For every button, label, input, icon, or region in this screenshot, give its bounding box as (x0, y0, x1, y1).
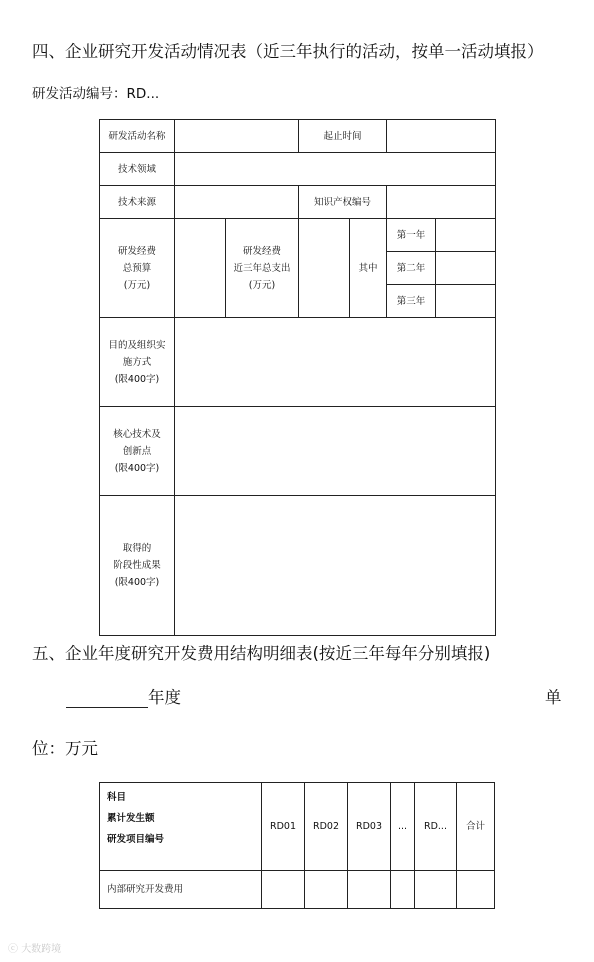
results-label: 取得的 阶段性成果 (限400字) (100, 496, 175, 636)
ip-number-label: 知识产权编号 (299, 186, 387, 219)
year2-label: 第二年 (387, 252, 436, 285)
results-cell[interactable] (175, 496, 496, 636)
tech-source-label: 技术来源 (100, 186, 175, 219)
rd-activity-table (99, 119, 496, 636)
budget-label: 研发经费 总预算 (万元) (100, 219, 175, 318)
col-rd02: RD02 (305, 783, 348, 871)
year-label: 年度 (148, 688, 181, 707)
ip-number-cell[interactable] (387, 186, 496, 219)
tech-field-label: 技术领域 (100, 153, 175, 186)
cell-rd03[interactable] (348, 871, 391, 909)
section4-title: 四、企业研究开发活动情况表（近三年执行的活动，按单一活动填报） (32, 42, 544, 61)
watermark: ⓒ 大数跨境 (8, 944, 62, 955)
col-total: 合计 (457, 783, 495, 871)
unit-label-b: 位：万元 (32, 739, 98, 758)
core-tech-cell[interactable] (175, 407, 496, 496)
among-label: 其中 (350, 219, 387, 318)
spent-label: 研发经费 近三年总支出 (万元) (226, 219, 299, 318)
year-line (66, 684, 181, 708)
col-ellipsis: ... (391, 783, 415, 871)
activity-name-cell[interactable] (175, 120, 299, 153)
year1-label: 第一年 (387, 219, 436, 252)
activity-code-label: 研发活动编号：RD... (32, 86, 160, 102)
year3-cell[interactable] (436, 285, 496, 318)
tech-field-cell[interactable] (175, 153, 496, 186)
col-rd03: RD03 (348, 783, 391, 871)
core-tech-label: 核心技术及 创新点 (限400字) (100, 407, 175, 496)
diagonal-header-cell: 科目 累计发生额 研发项目编号 (100, 783, 262, 871)
cell-rd-more[interactable] (415, 871, 457, 909)
budget-cell[interactable] (175, 219, 226, 318)
cell-ellipsis[interactable] (391, 871, 415, 909)
section5-title: 五、企业年度研究开发费用结构明细表(按近三年每年分别填报) (32, 644, 491, 663)
cell-rd01[interactable] (262, 871, 305, 909)
tech-source-cell[interactable] (175, 186, 299, 219)
cell-rd02[interactable] (305, 871, 348, 909)
internal-rd-cost-label: 内部研究开发费用 (100, 871, 262, 909)
unit-label-a: 单 (545, 688, 562, 707)
start-end-label: 起止时间 (299, 120, 387, 153)
purpose-cell[interactable] (175, 318, 496, 407)
year-blank[interactable] (66, 691, 148, 708)
col-rd-more: RD... (415, 783, 457, 871)
watermark-logo-icon: ⓒ (8, 944, 22, 955)
col-rd01: RD01 (262, 783, 305, 871)
purpose-label: 目的及组织实 施方式 (限400字) (100, 318, 175, 407)
year1-cell[interactable] (436, 219, 496, 252)
start-end-cell[interactable] (387, 120, 496, 153)
year2-cell[interactable] (436, 252, 496, 285)
rd-cost-table (99, 782, 495, 909)
cell-total[interactable] (457, 871, 495, 909)
activity-name-label: 研发活动名称 (100, 120, 175, 153)
spent-cell[interactable] (299, 219, 350, 318)
year3-label: 第三年 (387, 285, 436, 318)
